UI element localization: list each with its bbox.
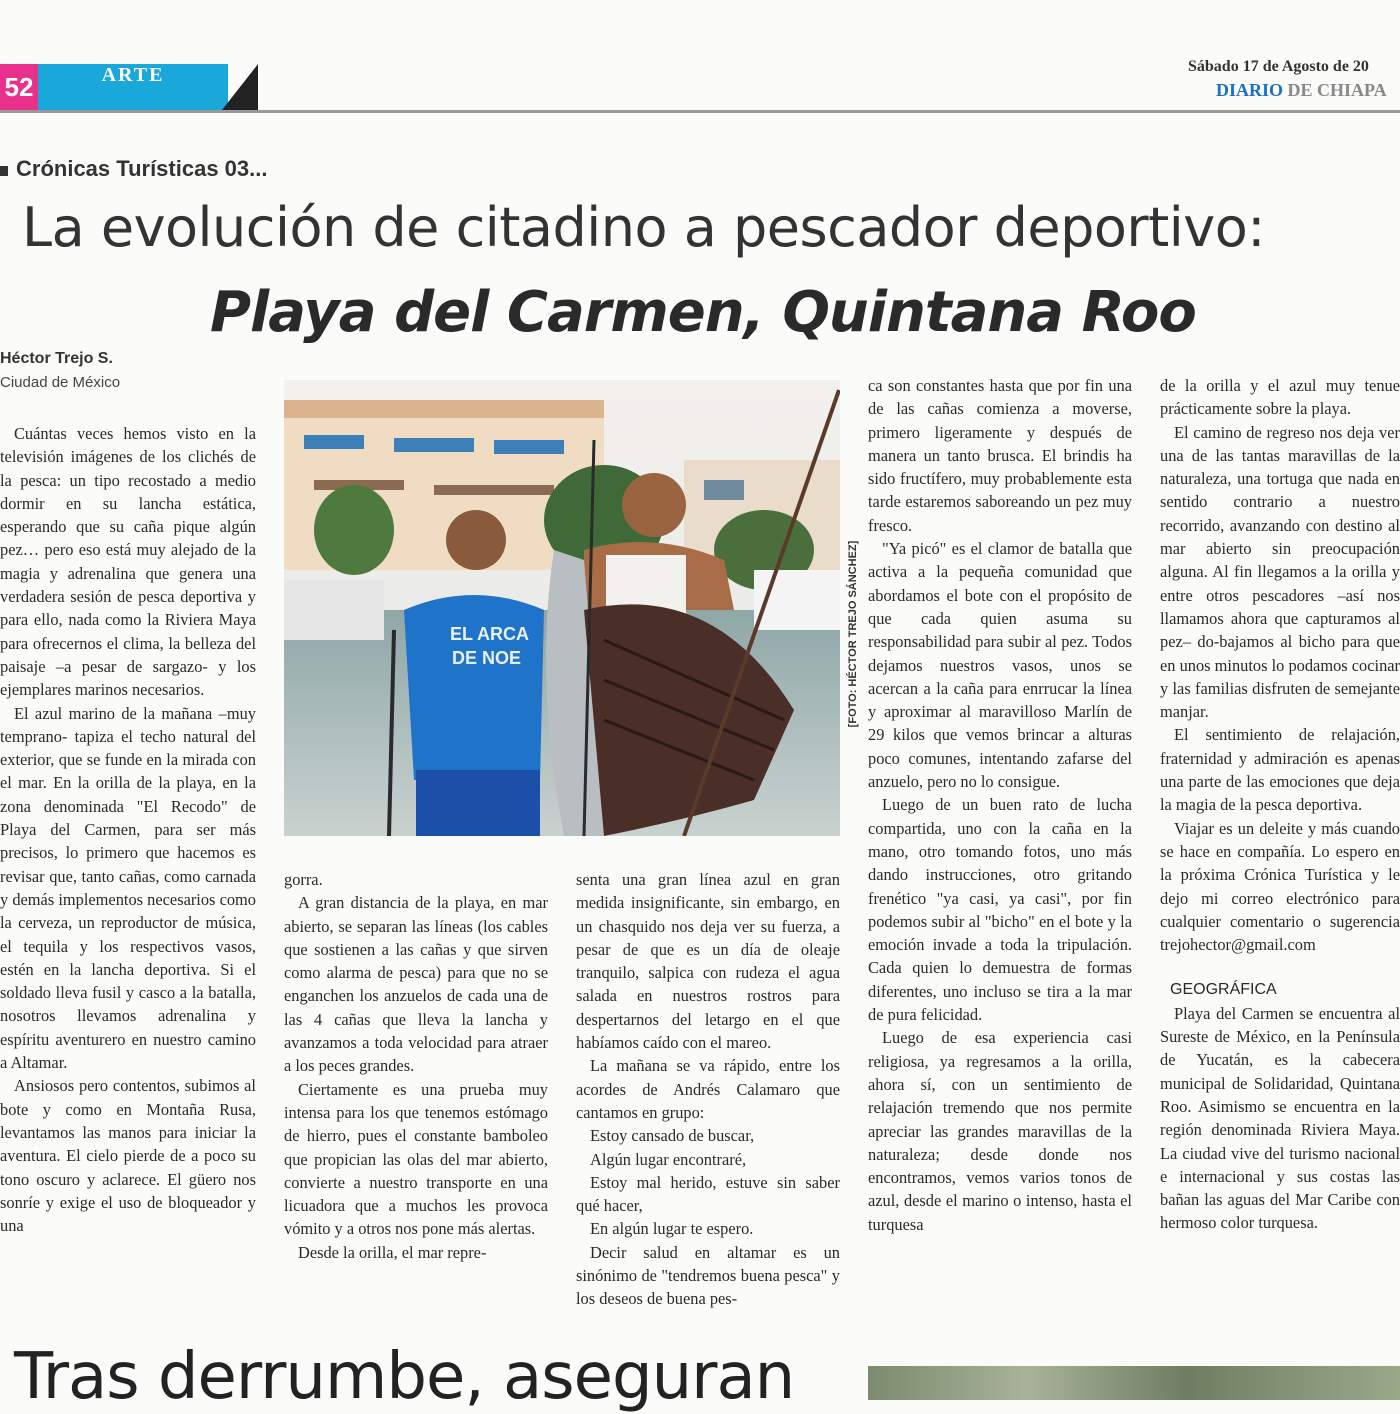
paper-name-part-2: DE CHIAPA — [1283, 80, 1387, 100]
paragraph: Ansiosos pero contentos, subimos al bote y como en Montaña Rusa, levantamos las manos para iniciar la aventura. El cielo pierde de a poco su tono oscuro y aclarece. El güero nos sonríe y exige el uso de bloqueador y una — [0, 1076, 256, 1236]
article-column-5 — [1160, 374, 1400, 1352]
paragraph: Decir salud en altamar es un sinónimo de "tendremos buena pesca" y los deseos de buena pes- — [576, 1242, 840, 1309]
paper-name-part-1: DIARIO — [1216, 80, 1284, 100]
paper-name — [1216, 80, 1400, 101]
paragraph: de la orilla y el azul muy tenue prácticamente sobre la playa. — [1160, 376, 1400, 419]
paragraph: La mañana se va rápido, entre los acordes de Andrés Calamaro que cantamos en grupo: — [576, 1056, 840, 1122]
photo-credit — [842, 520, 859, 750]
lyric-line: En algún lugar te espero. — [590, 1219, 754, 1239]
lyric-line: Estoy cansado de buscar, — [590, 1126, 755, 1146]
page-number: 52 — [0, 64, 38, 110]
article-title-line-2: Playa del Carmen, Quintana Roo — [210, 280, 1196, 345]
paragraph: Ciertamente es una prueba muy intensa para los que tenemos estómago de hierro, pues el constante bamboleo que propician las olas del mar abierto, convierte a nuestro transporte en una licuadora que a muchos les provoca vómito y a otros nos pone más alertas. — [284, 1079, 548, 1239]
next-article-photo — [868, 1366, 1400, 1400]
paragraph: A gran distancia de la playa, en mar abierto, se separan las líneas (los cables que sostienen a las cañas y que sirven como alarma de pesca) para que no se enganchen los anzuelos de cada una de las 4 cañas que lleva la lancha y avanzamos a toda velocidad para atraer a los peces grandes. — [284, 893, 548, 1076]
article-kicker: Crónicas Turísticas 03... — [16, 156, 268, 181]
article-title-line-1: La evolución de citadino a pescador deportivo: — [22, 196, 1265, 259]
shirt-text-2: DE NOE — [452, 648, 522, 668]
byline-city: Ciudad de México — [0, 374, 121, 391]
paragraph: El camino de regreso nos deja ver una de las tantas maravillas de la naturaleza, una tortuga que nada en sentido contrario a nuestro recorrido, avanzando con destino al mar abierto sin preocupación alguna. Al fin llegamos a la orilla y entre otros pescadores –así nos llamamos ahora que capturamos al pez– do-bajamos al bicho para que en unos minutos lo podamos cocinar y las familias disfruten de semejante manjar. — [1160, 422, 1400, 722]
article-photo — [284, 380, 840, 836]
photo-credit-text: [FOTO: HÉCTOR TREJO SÁNCHEZ] — [847, 540, 859, 728]
article-column-1 — [0, 422, 256, 1370]
lyric-line: Algún lugar encontraré, — [590, 1149, 747, 1169]
byline-author: Héctor Trejo S. — [0, 350, 113, 367]
article-column-3 — [576, 868, 840, 1344]
paragraph: Viajar es un deleite y más cuando se hace en compañía. Lo espero en la próxima Crónica Turística y le dejo mi correo electrónico para cualquier comentario o sugerencia trejohector@gmail.com — [1160, 818, 1400, 955]
paragraph: ca son constantes hasta que por fin una de las cañas comienza a moverse, primero ligeramente y después de manera un tanto brusca. El brindis ha sido fructífero, muy probablemente esta tarde estaremos saboreando un pez muy fresco. — [868, 376, 1132, 535]
paragraph: gorra. — [284, 870, 323, 889]
header-rule — [0, 110, 1400, 113]
lyric-line: Estoy mal herido, estuve sin saber qué hacer, — [576, 1172, 840, 1216]
article-column-4 — [868, 374, 1132, 1352]
paragraph: El azul marino de la mañana –muy temprano- tapiza el techo natural del exterior, que se funde en la mirada con el mar. En la orilla de la playa, en la zona denominada "El Recodo" de Playa del Carmen, para ser más precisos, lo primero que hacemos es revisar que, tanto cañas, como carnada y demás implementos necesarios como la cerveza, un reproductor de música, el tequila y los respectivos vasos, estén en la lancha deportiva. Si el soldado lleva fusil y casco a la batalla, nosotros llevamos adrenalina y espíritu aventurero en nuestro camino a Altamar. — [0, 703, 256, 1073]
next-article-headline: Tras derrumbe, aseguran — [14, 1340, 795, 1414]
paragraph: Desde la orilla, el mar repre- — [298, 1242, 487, 1262]
paragraph: Cuántas veces hemos visto en la televisión imágenes de los clichés de la pesca: un tipo recostado a medio dormir en su lancha estática, esperando que su caña pique algún pez… pero eso está muy alejado de la magia y adrenalina que genera una verdadera sesión de pesca deportiva y para ello, nada como la Riviera Maya para ofrecernos el clima, la belleza del paisaje –a pesar de sargazo- y los ejemplares marinos necesarios. — [0, 424, 256, 700]
issue-date: Sábado 17 de Agosto de 20 — [1188, 58, 1369, 75]
fishermen-marlin-photo — [284, 380, 840, 836]
paragraph: Playa del Carmen se encuentra al Sureste de México, en la Península de Yucatán, es la cabecera municipal de Solidaridad, Quintana Roo. Asimismo se encuentra en la región denominada Riviera Maya. La ciudad vive del turismo nacional e internacional y sus costas las bañan las aguas del Mar Caribe con hermoso color turquesa. — [1160, 1003, 1400, 1233]
paragraph: "Ya picó" es el clamor de batalla que activa a la pequeña comunidad que abordamos el bote con el propósito de que cada quien asuma su responsabilidad para subir al pez. Todos dejamos nuestros vasos, unos se acercan a la caña para enrrucar la línea y aproximar al maravilloso Marlín de 29 kilos que vemos brincar a alturas poco comunes, intentando zafarse del anzuelo, pero no lo consigue. — [868, 539, 1132, 792]
geography-heading: GEOGRÁFICA — [1170, 981, 1277, 999]
paragraph: El sentimiento de relajación, fraternidad y admiración es apenas una parte de las emociones que deja la magia de la pesca deportiva. — [1160, 725, 1400, 815]
paragraph: Luego de esa experiencia casi religiosa, ya regresamos a la orilla, ahora sí, con un sentimiento de relajación tremendo que nos permite apreciar las grandes maravillas de la naturaleza; desde donde nos encontramos, vemos varios tonos de azul, desde el marino o intenso, hasta el turquesa — [868, 1028, 1132, 1234]
shirt-text-1: EL ARCA — [450, 624, 530, 644]
kicker-bullet-icon — [0, 166, 8, 176]
paragraph: senta una gran línea azul en gran medida insignificante, sin embargo, en un chasquido nos deja ver su fuerza, a pesar de que es un día de oleaje tranquilo, salpica con rudeza el agua salada en nuestros rostros para despertarnos del letargo en el que habíamos caído con el mareo. — [576, 870, 840, 1053]
paragraph: Luego de un buen rato de lucha compartida, uno con la caña en la mano, otro tomando fotos, uno más dando instrucciones, otro gritando frenético "ya casi, ya casi", por fin podemos subir al "bicho" en el bote y la emoción invade a toda la tripulación. Cada quien lo demuestra de formas diferentes, uno incluso se tira a la mar de pura felicidad. — [868, 795, 1132, 1025]
article-column-2 — [284, 868, 548, 1344]
section-label: ARTE — [101, 64, 165, 86]
